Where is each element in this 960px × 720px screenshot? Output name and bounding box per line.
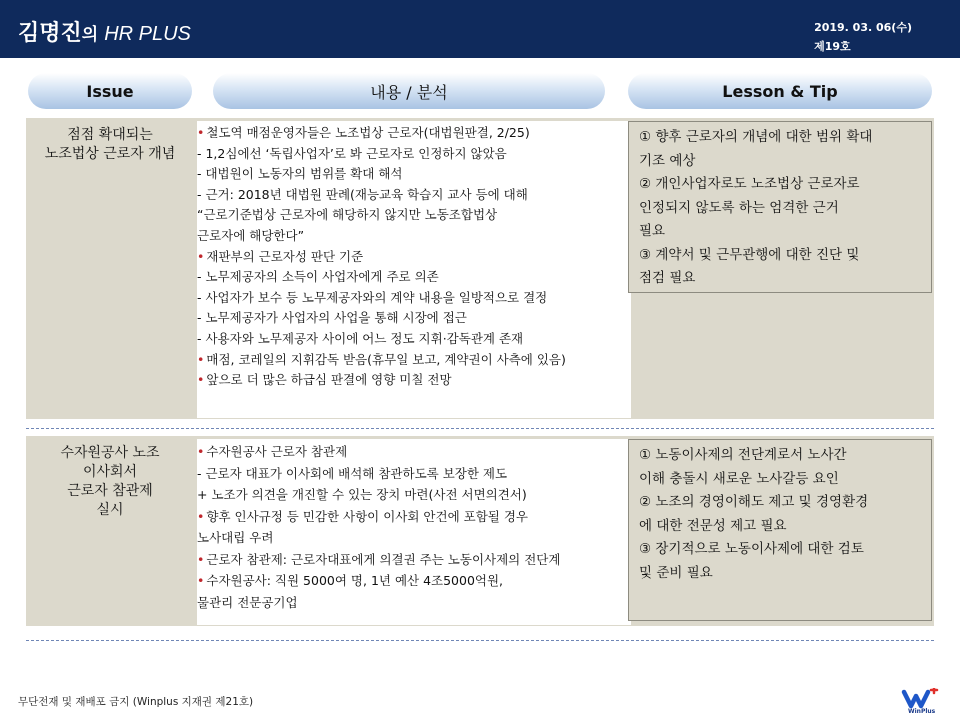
content-line: 노사대립 우려 — [197, 530, 274, 545]
lesson-line: 이해 충돌시 새로운 노사갈등 요인 — [639, 470, 839, 487]
lesson-line: 필요 — [639, 223, 666, 239]
content-line: - 노무제공자의 소득이 사업자에게 주로 의존 — [197, 269, 439, 285]
column-header-lesson: Lesson & Tip — [628, 73, 932, 109]
issue-line: 이사회서 — [82, 464, 138, 480]
lesson-line: 점검 필요 — [639, 270, 696, 286]
content-line: • 철도역 매점운영자들은 노조법상 근로자(대법원판결, 2/25) — [197, 125, 530, 140]
copyright-notice: 무단전재 및 재배포 금지 (Winplus 지재권 제21호) — [18, 696, 254, 708]
issue-number: 제19호 — [814, 40, 851, 53]
issue-line: 실시 — [96, 502, 124, 518]
content-line: 근로자에 해당한다” — [197, 227, 305, 243]
lesson-line: ③ 계약서 및 근무관행에 대한 진단 및 — [639, 246, 860, 263]
lesson-line: 기조 예상 — [639, 152, 696, 169]
lesson-line: 인정되지 않도록 하는 엄격한 근거 — [639, 199, 839, 216]
brand-name: 김명진 — [18, 21, 82, 46]
issue-title-2 — [28, 444, 192, 520]
issue-line: 점점 확대되는 — [67, 127, 153, 143]
issue-line: 근로자 참관제 — [67, 483, 153, 499]
lesson-box-2 — [628, 439, 932, 621]
column-header-analysis: 내용 / 분석 — [213, 73, 605, 109]
content-line: • 향후 인사규정 등 민감한 사항이 이사회 안건에 포함될 경우 — [197, 508, 528, 524]
issue-line: 노조법상 근로자 개념 — [44, 146, 176, 162]
content-box-2 — [197, 439, 631, 625]
content-line: • 수자원공사 근로자 참관제 — [197, 444, 348, 459]
brand-particle: 의 — [81, 25, 99, 45]
bullet-icon: • — [197, 551, 205, 567]
lesson-line: ② 노조의 경영이해도 제고 및 경영환경 — [639, 494, 869, 510]
lesson-line: ① 노동이사제의 전단계로서 노사간 — [639, 447, 847, 463]
content-line: - 근거: 2018년 대법원 판례(재능교육 학습지 교사 등에 대해 — [197, 186, 528, 202]
content-line: - 1,2심에선 ‘독립사업자’로 봐 근로자로 인정하지 않았음 — [197, 145, 507, 161]
brand-title — [18, 16, 191, 47]
content-line: 물관리 전문공기업 — [197, 594, 298, 610]
content-line: + 노조가 의견을 개진할 수 있는 장치 마련(사전 서면의견서) — [197, 487, 527, 502]
lesson-line: 에 대한 전문성 제고 필요 — [639, 517, 787, 534]
issue-meta — [814, 18, 912, 56]
content-line: • 앞으로 더 많은 하급심 판결에 영향 미칠 전망 — [197, 372, 452, 388]
logo-text: WinPlus — [908, 708, 936, 715]
issue-line: 수자원공사 노조 — [60, 445, 160, 461]
content-line: - 사용자와 노무제공자 사이에 어느 정도 지휘·감독관계 존재 — [197, 330, 524, 346]
bullet-icon: • — [197, 351, 205, 367]
content-line: - 근로자 대표가 이사회에 배석해 참관하도록 보장한 제도 — [197, 465, 508, 481]
column-header-issue: Issue — [28, 73, 192, 109]
issue-title-1 — [28, 126, 192, 164]
lesson-box-1 — [628, 121, 932, 293]
bullet-icon: • — [197, 573, 205, 588]
content-line: • 근로자 참관제: 근로자대표에게 의결권 주는 노동이사제의 전단계 — [197, 551, 561, 567]
content-line: • 재판부의 근로자성 판단 기준 — [197, 248, 364, 264]
lesson-line: 및 준비 필요 — [639, 564, 713, 581]
header-bar — [0, 0, 960, 58]
content-line: - 사업자가 보수 등 노무제공자와의 계약 내용을 일방적으로 결정 — [197, 289, 548, 305]
bullet-icon: • — [197, 372, 205, 388]
bullet-icon: • — [197, 248, 205, 264]
content-line: - 노무제공자가 사업자의 사업을 통해 시장에 접근 — [197, 310, 467, 326]
content-line: “근로기준법상 근로자에 해당하지 않지만 노동조합법상 — [197, 207, 498, 223]
content-line: • 매점, 코레일의 지휘감독 받음(휴무일 보고, 계약권이 사측에 있음) — [197, 351, 566, 367]
content-line: - 대법원이 노동자의 범위를 확대 해석 — [197, 166, 403, 182]
bullet-icon: • — [197, 508, 205, 524]
lesson-line: ① 향후 근로자의 개념에 대한 범위 확대 — [639, 129, 873, 145]
brand-product: HR PLUS — [104, 23, 191, 45]
issue-date: 2019. 03. 06(수) — [814, 21, 912, 34]
row-divider — [26, 428, 934, 429]
content-box-1 — [197, 121, 631, 418]
lesson-line: ③ 장기적으로 노동이사제에 대한 검토 — [639, 541, 864, 557]
bullet-icon: • — [197, 444, 205, 459]
content-line: • 수자원공사: 직원 5000여 명, 1년 예산 4조5000억원, — [197, 573, 504, 588]
bullet-icon: • — [197, 125, 205, 140]
row-divider — [26, 640, 934, 641]
lesson-line: ② 개인사업자로도 노조법상 근로자로 — [639, 176, 860, 192]
